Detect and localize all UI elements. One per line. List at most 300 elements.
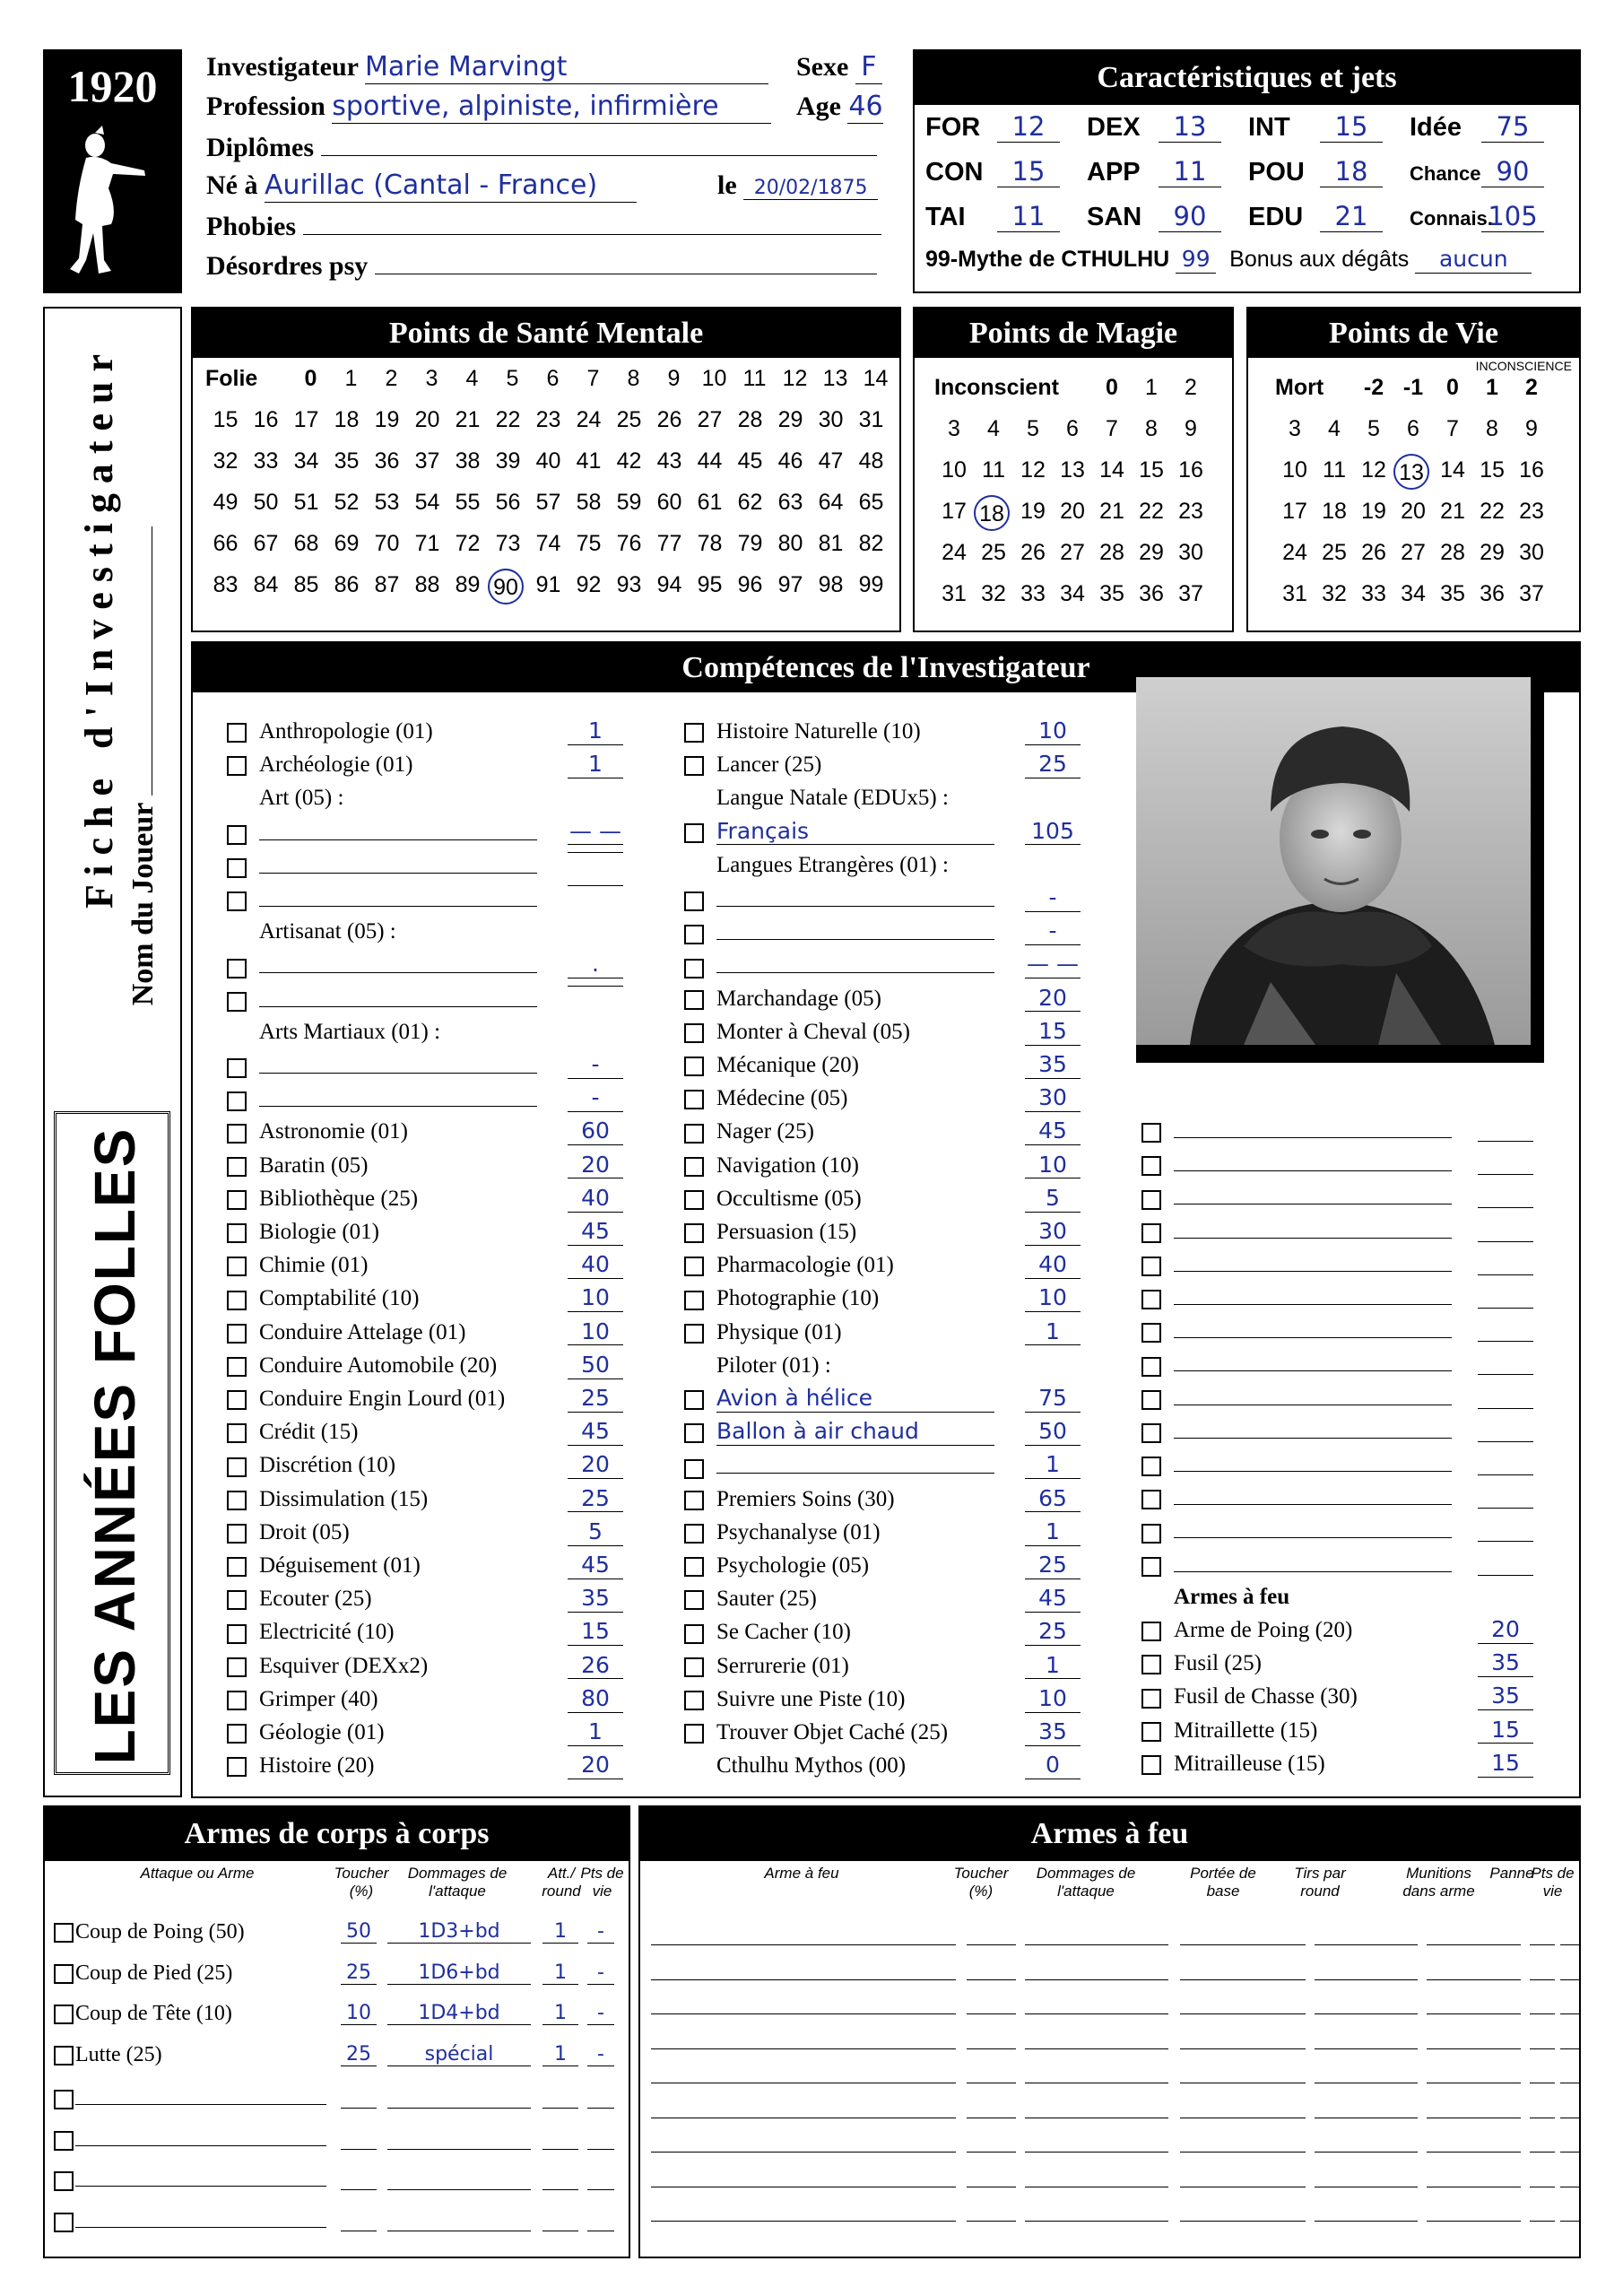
skill-row[interactable] [227, 1215, 610, 1248]
firearm-row[interactable] [651, 1922, 1575, 1949]
firearm-damage-field[interactable] [1025, 2026, 1168, 2049]
sanity-cell[interactable]: 82 [858, 531, 884, 556]
life-cell[interactable]: 18 [1322, 499, 1347, 524]
life-cell[interactable]: 21 [1440, 499, 1465, 524]
sanity-cell[interactable]: 64 [818, 490, 844, 515]
skill-value[interactable]: 40 [568, 1186, 623, 1213]
skill-row[interactable] [684, 1382, 1067, 1415]
skill-checkbox[interactable] [684, 756, 704, 776]
sanity-cell[interactable]: 9 [667, 366, 681, 391]
magic-cell[interactable]: 6 [1066, 416, 1079, 441]
diplomas-field[interactable] [321, 131, 877, 156]
skill-custom-field[interactable] [1174, 1113, 1452, 1138]
skill-value[interactable]: 10 [1025, 1152, 1081, 1179]
skill-value[interactable]: 25 [568, 1386, 623, 1413]
sex-field[interactable]: F [855, 52, 882, 84]
magic-cell[interactable]: 0 [1106, 375, 1118, 400]
firearm-shots-field[interactable] [1315, 2164, 1418, 2187]
skill-value[interactable]: 45 [568, 1552, 623, 1579]
sanity-cell[interactable]: 98 [818, 572, 844, 597]
skill-checkbox[interactable] [684, 1057, 704, 1076]
skill-checkbox[interactable] [684, 959, 704, 978]
stat-value[interactable]: 11 [1159, 157, 1221, 187]
magic-cell[interactable]: 37 [1178, 581, 1203, 606]
skill-custom-field[interactable] [259, 1048, 537, 1074]
sanity-cell[interactable]: 83 [213, 572, 239, 597]
skill-row[interactable] [684, 915, 1057, 948]
skill-value[interactable]: 40 [568, 1252, 623, 1279]
stat-value[interactable]: 75 [1481, 112, 1544, 143]
melee-pv[interactable] [587, 2206, 614, 2231]
firearm-hit-field[interactable] [967, 1957, 1016, 1980]
firearm-hit-field[interactable] [967, 2198, 1016, 2222]
firearm-weapon-field[interactable] [651, 1991, 956, 2014]
skill-checkbox[interactable] [1141, 1655, 1161, 1674]
life-cell[interactable]: 5 [1367, 416, 1380, 441]
skill-checkbox[interactable] [227, 1291, 247, 1310]
skill-checkbox[interactable] [227, 1190, 247, 1210]
firearm-row[interactable] [651, 1991, 1575, 2018]
firearm-damage-field[interactable] [1025, 2164, 1168, 2187]
sanity-cell[interactable]: 21 [455, 407, 481, 432]
skill-checkbox[interactable] [684, 823, 704, 843]
skill-value[interactable]: 20 [1478, 1617, 1533, 1644]
melee-checkbox[interactable] [54, 2005, 74, 2024]
skill-checkbox[interactable] [227, 891, 247, 911]
life-cell[interactable]: 1 [1486, 375, 1498, 400]
sanity-cell[interactable]: 10 [701, 366, 727, 391]
firearm-panne-field[interactable] [1530, 2026, 1555, 2049]
skill-value[interactable]: 45 [1025, 1586, 1081, 1613]
melee-weapon-field[interactable] [75, 2160, 326, 2187]
skill-value[interactable] [1478, 1450, 1533, 1475]
skill-row[interactable] [684, 1516, 1060, 1549]
sanity-cell[interactable]: 69 [334, 531, 360, 556]
skill-row[interactable] [684, 1282, 1067, 1315]
stat-value[interactable]: 105 [1481, 202, 1544, 232]
sanity-cell[interactable]: 58 [576, 490, 602, 515]
skill-checkbox[interactable] [227, 858, 247, 878]
sanity-cell[interactable]: 49 [213, 490, 239, 515]
sanity-cell[interactable]: 70 [374, 531, 400, 556]
firearm-row[interactable] [651, 1957, 1575, 1984]
skill-checkbox[interactable] [227, 1324, 247, 1344]
skill-custom-field[interactable] [259, 882, 537, 907]
magic-cell[interactable]: 18 [974, 495, 1010, 531]
melee-weapon-field[interactable] [75, 2078, 326, 2105]
sanity-cell[interactable]: 38 [455, 448, 481, 474]
skill-checkbox[interactable] [684, 1459, 704, 1479]
sanity-cell[interactable]: 73 [495, 531, 521, 556]
life-cell[interactable]: 25 [1322, 540, 1347, 565]
skill-row[interactable] [227, 1282, 610, 1315]
skill-row[interactable] [227, 1382, 610, 1415]
skill-custom-field[interactable] [259, 1082, 537, 1107]
firearm-shots-field[interactable] [1315, 2198, 1418, 2222]
firearm-range-field[interactable] [1180, 1991, 1306, 2014]
sanity-cell[interactable]: 65 [858, 490, 884, 515]
skill-checkbox[interactable] [684, 1257, 704, 1276]
sanity-cell[interactable]: 3 [425, 366, 438, 391]
skill-custom-field[interactable]: Avion à hélice [716, 1386, 994, 1413]
magic-cell[interactable]: 5 [1027, 416, 1039, 441]
skill-custom-field[interactable] [1174, 1346, 1452, 1371]
firearm-range-field[interactable] [1180, 1922, 1306, 1945]
firearm-row[interactable] [651, 2095, 1575, 2122]
firearm-ammo-field[interactable] [1427, 1922, 1521, 1945]
sanity-cell[interactable]: 87 [374, 572, 400, 597]
skill-checkbox[interactable] [227, 1524, 247, 1544]
skill-row[interactable] [227, 1483, 610, 1516]
skill-checkbox[interactable] [684, 1691, 704, 1710]
melee-att[interactable]: 1 [542, 2043, 578, 2066]
firearm-range-field[interactable] [1180, 2198, 1306, 2222]
skill-row[interactable] [227, 1448, 610, 1482]
skill-checkbox[interactable] [1141, 1390, 1161, 1410]
magic-cell[interactable]: 20 [1060, 499, 1085, 524]
melee-pv[interactable]: - [587, 2043, 614, 2066]
skill-checkbox[interactable] [227, 1491, 247, 1510]
disorders-field[interactable] [375, 249, 877, 274]
skill-custom-field[interactable] [1174, 1213, 1452, 1239]
skill-checkbox[interactable] [227, 1257, 247, 1276]
skill-value[interactable] [1478, 1217, 1533, 1242]
life-cell[interactable]: 23 [1519, 499, 1544, 524]
firearm-ammo-field[interactable] [1427, 2026, 1521, 2049]
skill-checkbox[interactable] [1141, 1524, 1161, 1544]
melee-att[interactable] [542, 2083, 578, 2109]
melee-pv[interactable]: - [587, 1920, 614, 1944]
sanity-cell[interactable]: 37 [414, 448, 440, 474]
firearm-pv-field[interactable] [1560, 2164, 1580, 2187]
firearm-row[interactable] [651, 2164, 1575, 2191]
skill-value[interactable]: 45 [1025, 1118, 1081, 1145]
firearm-pv-field[interactable] [1560, 1991, 1580, 2014]
melee-att[interactable] [542, 2206, 578, 2231]
magic-cell[interactable]: 15 [1139, 457, 1164, 483]
skill-checkbox[interactable] [227, 1557, 247, 1577]
skill-checkbox[interactable] [684, 1624, 704, 1644]
magic-cell[interactable]: 22 [1139, 499, 1164, 524]
firearm-hit-field[interactable] [967, 2026, 1016, 2049]
skill-custom-field[interactable]: Français [716, 819, 994, 846]
skill-row[interactable] [227, 1582, 610, 1615]
skill-value[interactable]: 10 [1025, 718, 1081, 745]
melee-checkbox[interactable] [54, 1964, 74, 1984]
skill-row[interactable] [227, 1149, 610, 1182]
firearm-weapon-field[interactable] [651, 1957, 956, 1980]
life-cell[interactable]: 34 [1401, 581, 1426, 606]
skill-value[interactable]: 35 [1478, 1683, 1533, 1710]
life-cell[interactable]: 20 [1401, 499, 1426, 524]
sanity-cell[interactable]: 28 [737, 407, 763, 432]
sanity-cell[interactable]: 0 [304, 366, 317, 391]
sanity-cell[interactable]: 71 [414, 531, 440, 556]
firearm-panne-field[interactable] [1530, 1922, 1555, 1945]
melee-hit[interactable]: 10 [341, 2002, 377, 2025]
skill-row[interactable] [684, 982, 1067, 1015]
sanity-cell[interactable]: 86 [334, 572, 360, 597]
skill-checkbox[interactable] [684, 1124, 704, 1144]
life-cell[interactable]: 17 [1282, 499, 1307, 524]
sanity-cell[interactable]: 16 [253, 407, 279, 432]
skill-custom-field[interactable] [1174, 1313, 1452, 1338]
life-cell[interactable]: 19 [1361, 499, 1386, 524]
skill-value[interactable]: 45 [568, 1419, 623, 1446]
melee-damage[interactable] [387, 2083, 531, 2109]
firearm-weapon-field[interactable] [651, 2026, 956, 2049]
skill-checkbox[interactable] [227, 723, 247, 743]
skill-custom-field[interactable] [716, 915, 994, 940]
skill-checkbox[interactable] [227, 1423, 247, 1443]
melee-row[interactable] [54, 2078, 628, 2111]
skill-row[interactable] [227, 1115, 610, 1148]
life-cell[interactable]: 9 [1525, 416, 1538, 441]
investigator-field[interactable]: Marie Marvingt [365, 52, 768, 84]
life-cell[interactable]: 16 [1519, 457, 1544, 483]
skill-checkbox[interactable] [1141, 1722, 1161, 1742]
skill-value[interactable]: — — [1025, 952, 1081, 978]
sanity-cell[interactable]: 91 [535, 572, 561, 597]
firearm-weapon-field[interactable] [651, 2060, 956, 2083]
magic-cell[interactable]: 26 [1020, 540, 1046, 565]
skill-checkbox[interactable] [227, 1124, 247, 1144]
skill-custom-field[interactable] [716, 1448, 994, 1474]
skill-checkbox[interactable] [1141, 1257, 1161, 1276]
melee-checkbox[interactable] [54, 2213, 74, 2232]
skill-row[interactable] [684, 1649, 1060, 1683]
skill-value[interactable] [1478, 1283, 1533, 1309]
sanity-cell[interactable]: 32 [213, 448, 239, 474]
skill-checkbox[interactable] [227, 1357, 247, 1377]
firearm-panne-field[interactable] [1530, 1991, 1555, 2014]
skill-checkbox[interactable] [684, 1291, 704, 1310]
life-cell[interactable]: -2 [1363, 375, 1384, 400]
sanity-cell[interactable]: 15 [213, 407, 239, 432]
melee-damage[interactable] [387, 2206, 531, 2231]
skill-row[interactable] [227, 1415, 610, 1448]
skill-row[interactable] [227, 1516, 603, 1549]
skill-checkbox[interactable] [227, 992, 247, 1012]
magic-cell[interactable]: 31 [942, 581, 967, 606]
sanity-cell[interactable]: 92 [576, 572, 602, 597]
firearm-pv-field[interactable] [1560, 1957, 1580, 1980]
skill-value[interactable]: - [1025, 885, 1081, 912]
sanity-cell[interactable]: 50 [253, 490, 279, 515]
firearm-row[interactable] [651, 2198, 1575, 2225]
skill-row[interactable] [1141, 1280, 1452, 1313]
skill-checkbox[interactable] [227, 1691, 247, 1710]
melee-damage[interactable] [387, 2125, 531, 2150]
melee-damage[interactable]: 1D3+bd [387, 1920, 531, 1944]
skill-row[interactable] [684, 1182, 1060, 1215]
magic-cell[interactable]: 8 [1145, 416, 1158, 441]
sanity-cell[interactable]: 42 [616, 448, 642, 474]
stat-value[interactable]: 13 [1159, 112, 1221, 143]
skill-value[interactable] [1478, 1250, 1533, 1275]
sanity-cell[interactable]: 96 [737, 572, 763, 597]
skill-row[interactable] [1141, 1313, 1452, 1346]
sanity-cell[interactable]: 66 [213, 531, 239, 556]
skill-checkbox[interactable] [227, 825, 247, 845]
life-cell[interactable]: 12 [1361, 457, 1386, 483]
skill-checkbox[interactable] [227, 1390, 247, 1410]
sanity-cell[interactable]: 39 [495, 448, 521, 474]
skill-value[interactable]: 1 [568, 752, 623, 778]
skill-checkbox[interactable] [227, 1657, 247, 1677]
life-cell[interactable]: 0 [1446, 375, 1459, 400]
skill-value[interactable]: 1 [568, 718, 623, 745]
skill-row[interactable] [684, 1215, 1067, 1248]
skill-row[interactable] [684, 1582, 1067, 1615]
skill-row[interactable] [684, 1015, 1067, 1048]
skill-row[interactable] [1141, 1747, 1520, 1780]
sanity-cell[interactable]: 90 [488, 569, 524, 604]
magic-cell[interactable]: 21 [1099, 499, 1124, 524]
skill-custom-field[interactable] [259, 948, 537, 973]
skill-row[interactable] [227, 882, 537, 915]
skill-value[interactable] [568, 986, 623, 987]
skill-custom-field[interactable] [1174, 1547, 1452, 1572]
skill-checkbox[interactable] [684, 1724, 704, 1744]
skill-value[interactable] [1478, 1350, 1533, 1375]
skill-checkbox[interactable] [684, 1023, 704, 1043]
skill-row[interactable] [227, 1649, 610, 1683]
skill-value[interactable] [1478, 1150, 1533, 1175]
melee-row[interactable] [54, 1915, 628, 1948]
skill-row[interactable] [227, 1615, 610, 1648]
skill-row[interactable] [684, 1149, 1067, 1182]
life-cell[interactable]: 32 [1322, 581, 1347, 606]
firearm-pv-field[interactable] [1560, 2129, 1580, 2152]
sanity-cell[interactable]: 62 [737, 490, 763, 515]
skill-checkbox[interactable] [684, 1524, 704, 1544]
skill-checkbox[interactable] [1141, 1290, 1161, 1309]
stat-value[interactable]: 15 [1320, 112, 1383, 143]
skill-row[interactable] [684, 715, 1067, 748]
melee-hit[interactable]: 25 [341, 2043, 377, 2066]
sanity-cell[interactable]: 30 [818, 407, 844, 432]
skill-checkbox[interactable] [1141, 1457, 1161, 1476]
melee-pv[interactable] [587, 2165, 614, 2190]
skill-row[interactable] [684, 1248, 1067, 1282]
sanity-cell[interactable]: 18 [334, 407, 360, 432]
life-cell[interactable]: 33 [1361, 581, 1386, 606]
skill-value[interactable] [1478, 1483, 1533, 1509]
skill-row[interactable] [227, 1716, 603, 1749]
skill-value[interactable] [1478, 1517, 1533, 1542]
skill-row[interactable] [227, 1549, 610, 1582]
skill-checkbox[interactable] [1141, 1123, 1161, 1143]
firearm-damage-field[interactable] [1025, 1957, 1168, 1980]
melee-row[interactable] [54, 1956, 628, 1989]
firearm-damage-field[interactable] [1025, 1922, 1168, 1945]
skill-value[interactable]: 15 [1478, 1718, 1533, 1744]
skill-row[interactable] [227, 1683, 610, 1716]
skill-row[interactable] [684, 781, 949, 814]
skill-checkbox[interactable] [684, 1423, 704, 1443]
skill-checkbox[interactable] [227, 1457, 247, 1477]
sanity-cell[interactable]: 27 [697, 407, 723, 432]
firearm-panne-field[interactable] [1530, 2164, 1555, 2187]
magic-cell[interactable]: 7 [1106, 416, 1118, 441]
skill-row[interactable] [227, 1749, 610, 1782]
life-cell[interactable]: 7 [1446, 416, 1459, 441]
skill-custom-field[interactable] [1174, 1413, 1452, 1439]
sanity-cell[interactable]: 25 [616, 407, 642, 432]
sanity-cell[interactable]: 60 [656, 490, 682, 515]
skill-checkbox[interactable] [1141, 1357, 1161, 1377]
melee-damage[interactable]: spécial [387, 2043, 531, 2066]
skill-row[interactable] [227, 1048, 600, 1082]
sanity-cell[interactable]: 81 [818, 531, 844, 556]
skill-value[interactable]: 35 [1025, 1052, 1081, 1079]
life-cell[interactable]: 2 [1525, 375, 1538, 400]
firearm-pv-field[interactable] [1560, 2198, 1580, 2222]
sanity-cell[interactable]: 26 [656, 407, 682, 432]
sanity-cell[interactable]: 99 [858, 572, 884, 597]
melee-checkbox[interactable] [54, 2046, 74, 2066]
skill-checkbox[interactable] [684, 723, 704, 743]
firearm-weapon-field[interactable] [651, 2198, 956, 2222]
sanity-cell[interactable]: 41 [576, 448, 602, 474]
skill-checkbox[interactable] [684, 1390, 704, 1410]
magic-cell[interactable]: 11 [982, 457, 1005, 483]
stat-value[interactable]: 90 [1481, 157, 1544, 187]
melee-hit[interactable] [341, 2206, 377, 2231]
skill-row[interactable] [684, 1615, 1067, 1648]
skill-row[interactable] [1141, 1380, 1452, 1413]
skill-value[interactable]: 5 [1025, 1186, 1081, 1213]
skill-row[interactable] [684, 882, 1057, 915]
magic-cell[interactable]: 24 [942, 540, 967, 565]
mythos-field[interactable]: 99 [1176, 247, 1216, 274]
sanity-cell[interactable]: 76 [616, 531, 642, 556]
sanity-cell[interactable]: 74 [535, 531, 561, 556]
skill-value[interactable] [1478, 1317, 1533, 1342]
skill-value[interactable]: 35 [1478, 1650, 1533, 1677]
skill-value[interactable]: 25 [1025, 752, 1081, 778]
skill-checkbox[interactable] [684, 1157, 704, 1177]
skill-row[interactable] [684, 1683, 1067, 1716]
life-cell[interactable]: 8 [1486, 416, 1498, 441]
melee-row[interactable] [54, 2119, 628, 2152]
skill-value[interactable]: 80 [568, 1686, 623, 1713]
sanity-cell[interactable]: 61 [697, 490, 723, 515]
skill-checkbox[interactable] [227, 1091, 247, 1111]
skill-checkbox[interactable] [1141, 1156, 1161, 1176]
skill-value[interactable]: 0 [1025, 1752, 1081, 1779]
magic-cell[interactable]: 1 [1145, 375, 1158, 400]
sanity-cell[interactable]: 97 [777, 572, 803, 597]
profession-field[interactable]: sportive, alpiniste, infirmière [332, 91, 771, 124]
skill-checkbox[interactable] [684, 1590, 704, 1610]
skill-row[interactable] [1141, 1413, 1452, 1447]
sanity-cell[interactable]: 8 [627, 366, 640, 391]
magic-cell[interactable]: 16 [1178, 457, 1203, 483]
skill-custom-field[interactable] [1174, 1380, 1452, 1405]
magic-cell[interactable]: 19 [1020, 499, 1046, 524]
firearm-shots-field[interactable] [1315, 1991, 1418, 2014]
firearm-shots-field[interactable] [1315, 2026, 1418, 2049]
magic-cell[interactable]: 33 [1020, 581, 1046, 606]
skill-value[interactable] [568, 852, 623, 853]
skill-row[interactable] [684, 1716, 1067, 1749]
skill-row[interactable] [1141, 1213, 1452, 1247]
sanity-cell[interactable]: 44 [697, 448, 723, 474]
skill-value[interactable]: 1 [1025, 1452, 1081, 1479]
firearm-hit-field[interactable] [967, 2060, 1016, 2083]
